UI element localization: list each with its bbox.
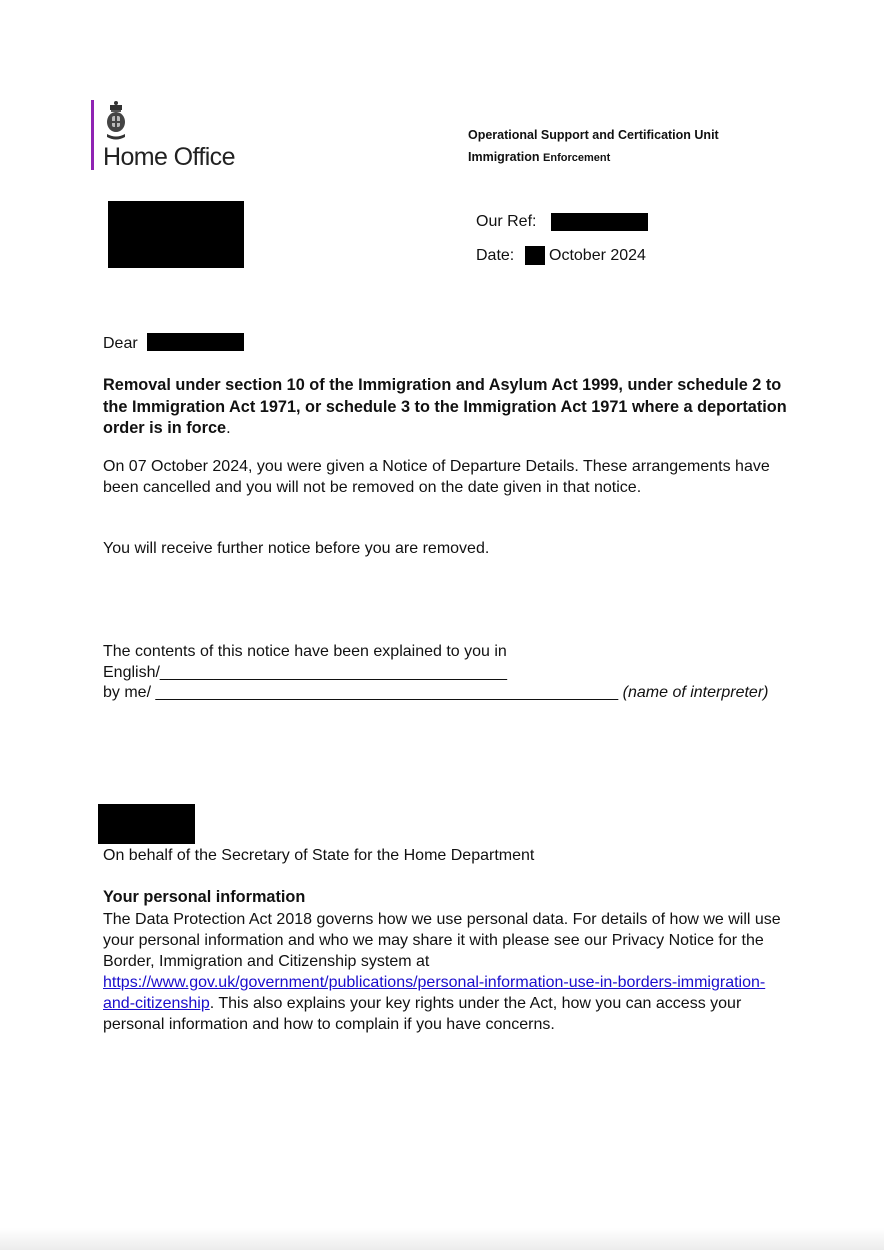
interpreter-line-3 [103,683,793,704]
sender-department-main: Immigration [468,150,540,164]
date-month-year: October 2024 [549,247,646,264]
personal-info-body [103,909,793,1035]
personal-info-text-before: The Data Protection Act 2018 governs how we use personal data. For details of how we will use your personal information and who we may share it with please see our Privacy Notice for the Border, Immigration and Citizenship system at [103,911,781,970]
salutation: Dear [103,335,138,352]
personal-info-title: Your personal information [103,888,306,906]
redacted-date-day [525,246,545,265]
redacted-recipient-name [147,333,244,351]
redacted-recipient-address [108,201,244,268]
privacy-notice-link[interactable]: https://www.gov.uk/government/publications/personal-information-use-in-borders-immigration-and-citizenship [103,974,766,1012]
heading-text: Removal under section 10 of the Immigration and Asylum Act 1999, under schedule 2 to the Immigration Act 1971, or schedule 3 to the Immigration Act 1971 where a deportation order is in force [103,376,787,437]
home-office-logo-text: Home Office [103,143,235,171]
heading-end: . [226,419,231,437]
interpreter-signature-line: by me/ ____________________________________________________ [103,684,619,701]
page-bottom-shadow [0,1228,884,1250]
interpreter-line-2: English/_______________________________________ [103,663,507,681]
personal-info-text-after: . This also explains your key rights under the Act, how you can access your personal information and how to complain if you have concerns. [103,995,742,1033]
royal-crest-icon [104,100,128,142]
our-ref-label: Our Ref: [476,213,537,230]
date-label: Date: [476,247,515,264]
interpreter-name-note: (name of interpreter) [622,684,769,701]
interpreter-line-1: The contents of this notice have been explained to you in [103,643,507,660]
letter-heading [103,375,793,440]
sender-department-sub: Enforcement [543,152,611,164]
interpreter-section [103,642,793,704]
logo-accent-bar [91,100,94,170]
signoff-line: On behalf of the Secretary of State for the Home Department [103,847,535,864]
sender-department [468,150,610,164]
redacted-signature [98,804,195,844]
sender-unit: Operational Support and Certification Unit [468,128,719,142]
body-paragraph-2: You will receive further notice before you are removed. [103,540,490,557]
body-paragraph-1: On 07 October 2024, you were given a Notice of Departure Details. These arrangements have been cancelled and you will not be removed on the date given in that notice. [103,458,770,496]
redacted-reference-number [551,213,648,231]
